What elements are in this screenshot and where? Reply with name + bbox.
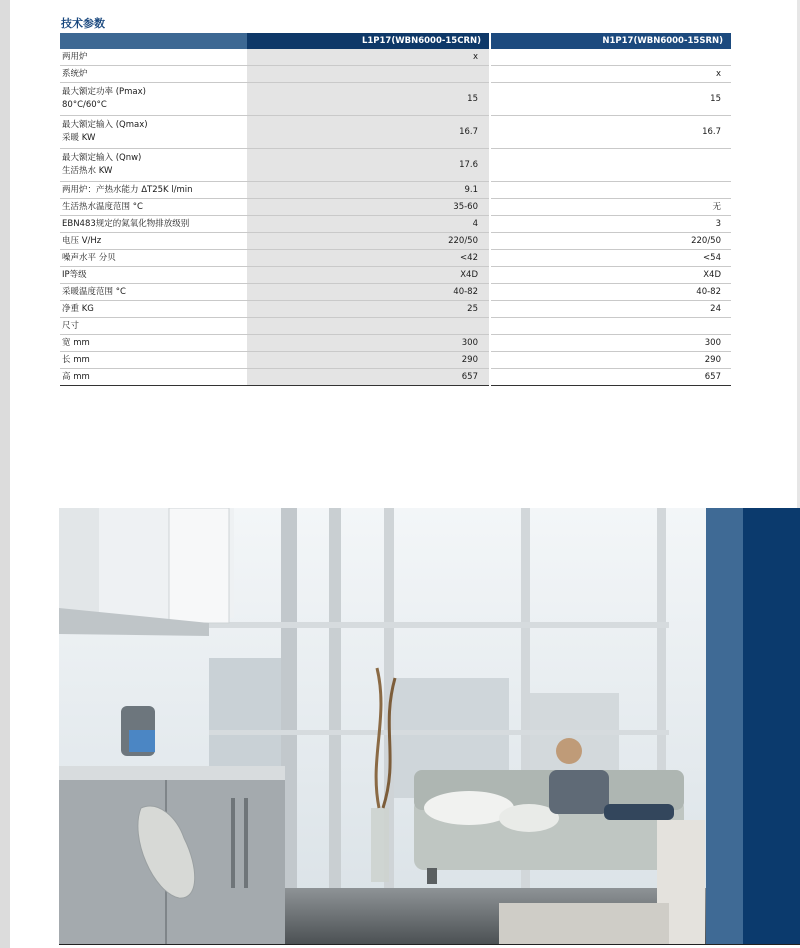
row-label: 高 mm [60,369,247,386]
row-label: 两用炉 [60,49,247,66]
row-label-line2: 80°C/60°C [62,100,107,110]
row-label: 两用炉：产热水能力 ΔT25K l/min [60,182,247,199]
value-n1p17 [490,318,731,335]
header-model-n1p17: N1P17(WBN6000-15SRN) [490,33,731,49]
table-row [60,267,731,284]
value-l1p17: 40-82 [247,284,490,301]
row-label: 宽 mm [60,335,247,352]
row-label: 电压 V/Hz [60,233,247,250]
table-row [60,335,731,352]
table-row [60,66,731,83]
row-label: 生活热水温度范围 °C [60,199,247,216]
value-l1p17: x [247,49,490,66]
table-row [60,352,731,369]
value-n1p17: 无 [490,199,731,216]
row-label: 长 mm [60,352,247,369]
table-row [60,250,731,267]
value-l1p17: 16.7 [247,116,490,149]
header-model-l1p17: L1P17(WBN6000-15CRN) [247,33,490,49]
table-row [60,199,731,216]
table-row [60,49,731,66]
value-n1p17: 3 [490,216,731,233]
value-l1p17 [247,66,490,83]
accent-bar-light [706,508,743,944]
row-label [60,116,247,149]
value-l1p17: 300 [247,335,490,352]
value-l1p17: 15 [247,83,490,116]
value-n1p17: <54 [490,250,731,267]
table-row [60,216,731,233]
value-n1p17: 24 [490,301,731,318]
row-label: 系统炉 [60,66,247,83]
value-n1p17: 16.7 [490,116,731,149]
row-label-line2: 生活热水 KW [62,166,113,176]
value-l1p17: 657 [247,369,490,386]
section-title: 技术参数 [61,17,105,30]
value-n1p17: 657 [490,369,731,386]
row-label-line1: 最大额定功率 (Pmax) [62,87,146,97]
value-n1p17: 220/50 [490,233,731,250]
table-row [60,116,731,149]
table-row [60,182,731,199]
table-header-row [60,33,731,49]
row-label: EBN483规定的氮氧化物排放级别 [60,216,247,233]
table-row [60,318,731,335]
page-edge-left [0,0,10,948]
value-l1p17: X4D [247,267,490,284]
table-row [60,301,731,318]
value-l1p17: 9.1 [247,182,490,199]
table-row [60,284,731,301]
accent-bar-dark [743,508,800,944]
value-l1p17 [247,318,490,335]
table-row [60,369,731,386]
row-label: 采暖温度范围 °C [60,284,247,301]
value-l1p17: 290 [247,352,490,369]
value-n1p17 [490,182,731,199]
row-label-line2: 采暖 KW [62,133,96,143]
value-n1p17: 290 [490,352,731,369]
row-label: IP等级 [60,267,247,284]
row-label: 尺寸 [60,318,247,335]
value-n1p17: 40-82 [490,284,731,301]
value-n1p17: x [490,66,731,83]
row-label: 净重 KG [60,301,247,318]
page-bottom-rule [59,944,800,945]
row-label: 噪声水平 分贝 [60,250,247,267]
header-label-cell [60,33,247,49]
value-l1p17: 220/50 [247,233,490,250]
row-label-line1: 最大额定输入 (Qmax) [62,120,148,130]
value-n1p17 [490,149,731,182]
table-row [60,149,731,182]
value-l1p17: 35-60 [247,199,490,216]
row-label-line1: 最大额定输入 (Qnw) [62,153,142,163]
value-n1p17: 300 [490,335,731,352]
living-room-photo [59,508,800,944]
value-l1p17: <42 [247,250,490,267]
value-n1p17: 15 [490,83,731,116]
spec-table [60,33,731,386]
table-row [60,233,731,250]
row-label [60,149,247,182]
value-l1p17: 25 [247,301,490,318]
value-l1p17: 4 [247,216,490,233]
living-room-illustration [59,508,800,944]
value-l1p17: 17.6 [247,149,490,182]
value-n1p17: X4D [490,267,731,284]
row-label [60,83,247,116]
table-row [60,83,731,116]
value-n1p17 [490,49,731,66]
